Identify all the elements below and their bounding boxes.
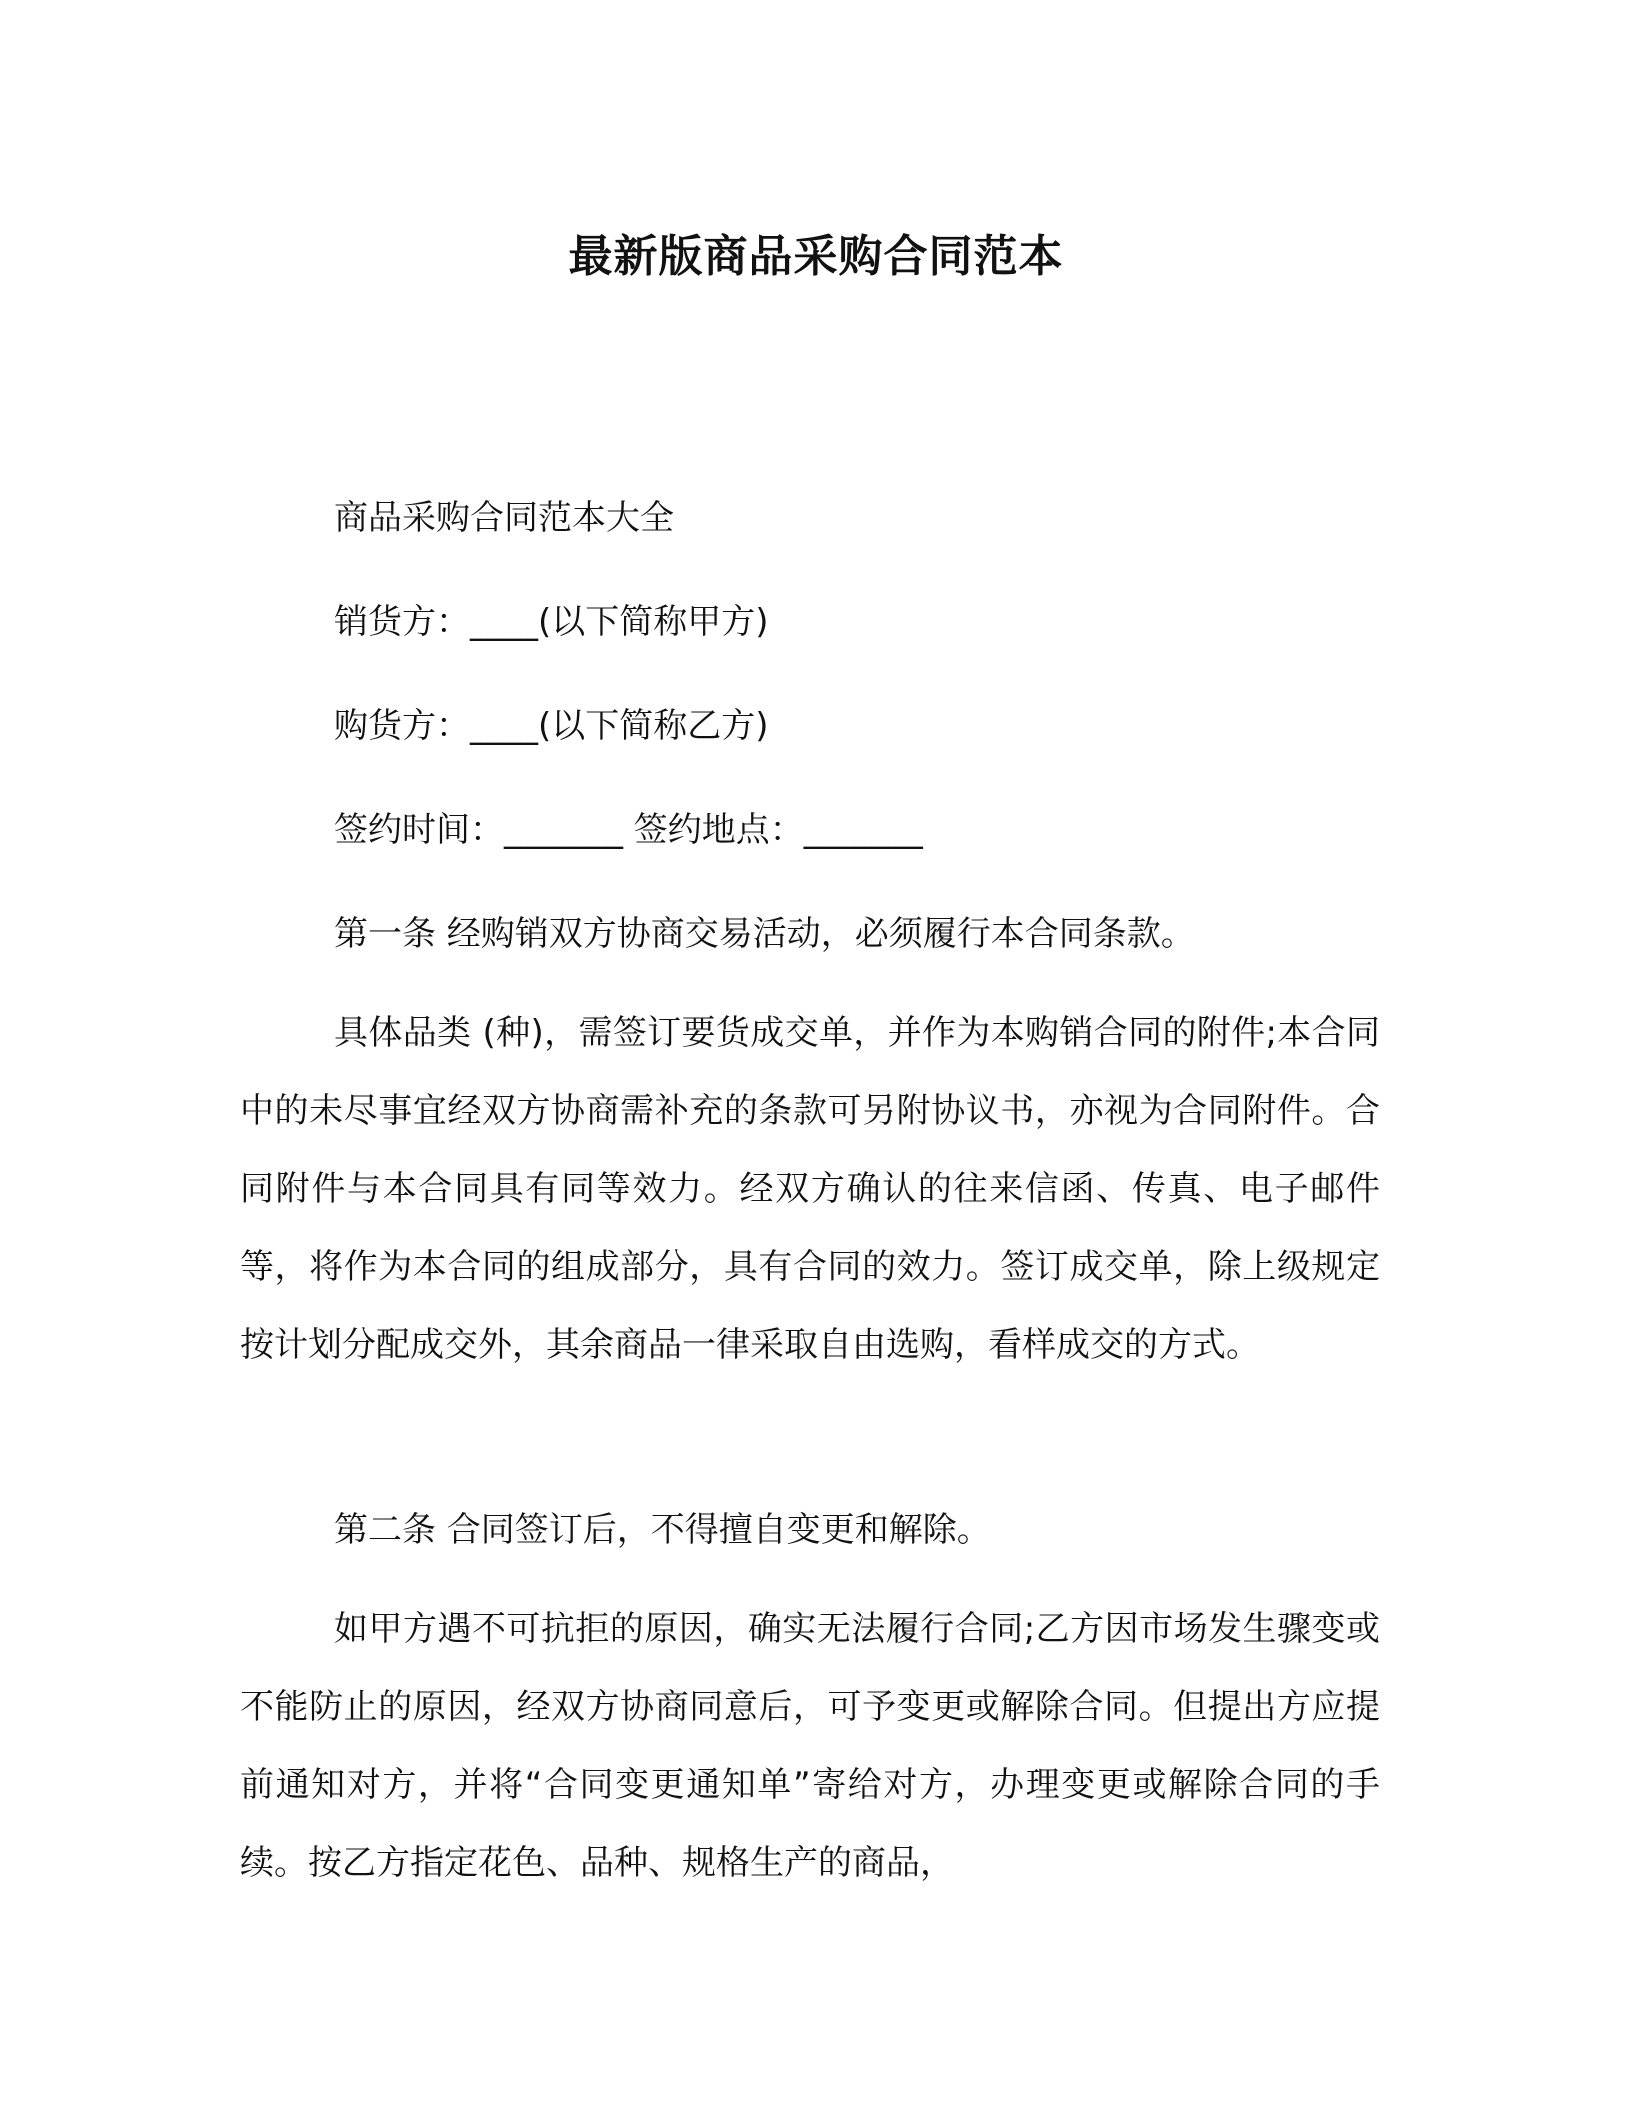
article-2-heading: 第二条 合同签订后，不得擅自变更和解除。 xyxy=(334,1510,991,1550)
document-title: 最新版商品采购合同范本 xyxy=(568,231,1064,282)
seller-line: 销货方：____(以下简称甲方) xyxy=(334,602,769,642)
signing-time-place-line: 签约时间：_______ 签约地点：_______ xyxy=(334,810,923,850)
article-1-body: 具体品类 (种)，需签订要货成交单，并作为本购销合同的附件;本合同中的未尽事宜经双方协商需补充的条款可另附协议书，亦视为合同附件。合同附件与本合同具有同等效力。经双方确认的往来信函、传真、电子邮件等，将作为本合同的组成部分，具有合同的效力。签订成交单，除上级规定按计划分配成交外，其余商品一律采取自由选购，看样成交的方式。 xyxy=(240,1013,1380,1365)
article-2-body: 如甲方遇不可抗拒的原因，确实无法履行合同;乙方因市场发生骤变或不能防止的原因，经双方协商同意后，可予变更或解除合同。但提出方应提前通知对方，并将“合同变更通知单”寄给对方，办理变更或解除合同的手续。按乙方指定花色、品种、规格生产的商品， xyxy=(240,1609,1380,1883)
article-1-heading: 第一条 经购销双方协商交易活动，必须履行本合同条款。 xyxy=(334,914,1195,954)
contract-subtitle: 商品采购合同范本大全 xyxy=(334,498,674,538)
buyer-line: 购货方：____(以下简称乙方) xyxy=(334,706,769,746)
